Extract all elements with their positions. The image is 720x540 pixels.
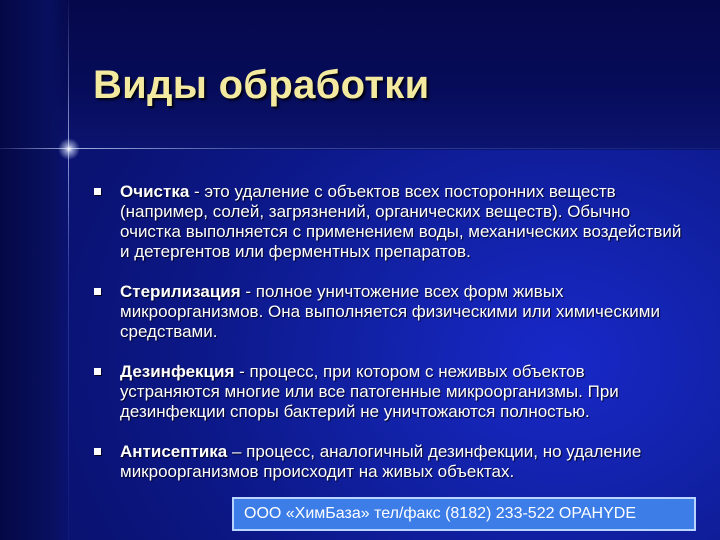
horizontal-light-line: [0, 148, 720, 149]
left-band: [0, 0, 70, 540]
term-cleaning: Очистка: [120, 182, 190, 201]
vertical-light-line: [68, 0, 69, 540]
definition-sterilization: - полное уничтожение всех форм живых микроорганизмов. Она выполняется физическими или химическими средствами.: [120, 282, 660, 341]
sparkle-decoration: [58, 138, 80, 160]
list-item-disinfection: [92, 362, 682, 422]
definition-cleaning: - это удаление с объектов всех посторонних веществ (например, солей, загрязнений, органических веществ). Обычно очистка выполняется с применением воды, механических воздействий и детергентов или ферментных препаратов.: [120, 182, 682, 261]
definition-antiseptics: – процесс, аналогичный дезинфекции, но удаление микроорганизмов происходит на живых объектах.: [120, 442, 642, 481]
square-bullet-icon: [94, 368, 101, 375]
slide-title: Виды обработки: [93, 63, 430, 107]
list-item-cleaning: [92, 182, 682, 262]
list-item-antiseptics: [92, 442, 682, 482]
square-bullet-icon: [94, 448, 101, 455]
term-disinfection: Дезинфекция: [120, 362, 235, 381]
square-bullet-icon: [94, 188, 101, 195]
definition-disinfection: - процесс, при котором с неживых объектов устраняются многие или все патогенные микроорганизмы. При дезинфекции споры бактерий не уничтожаются полностью.: [120, 362, 619, 421]
definition-list: [92, 182, 682, 502]
company-contact-banner: ООО «ХимБаза» тел/факс (8182) 233-522 OPAHYDE: [232, 497, 696, 531]
term-sterilization: Стерилизация: [120, 282, 241, 301]
term-antiseptics: Антисептика: [120, 442, 228, 461]
square-bullet-icon: [94, 288, 101, 295]
list-item-sterilization: [92, 282, 682, 342]
